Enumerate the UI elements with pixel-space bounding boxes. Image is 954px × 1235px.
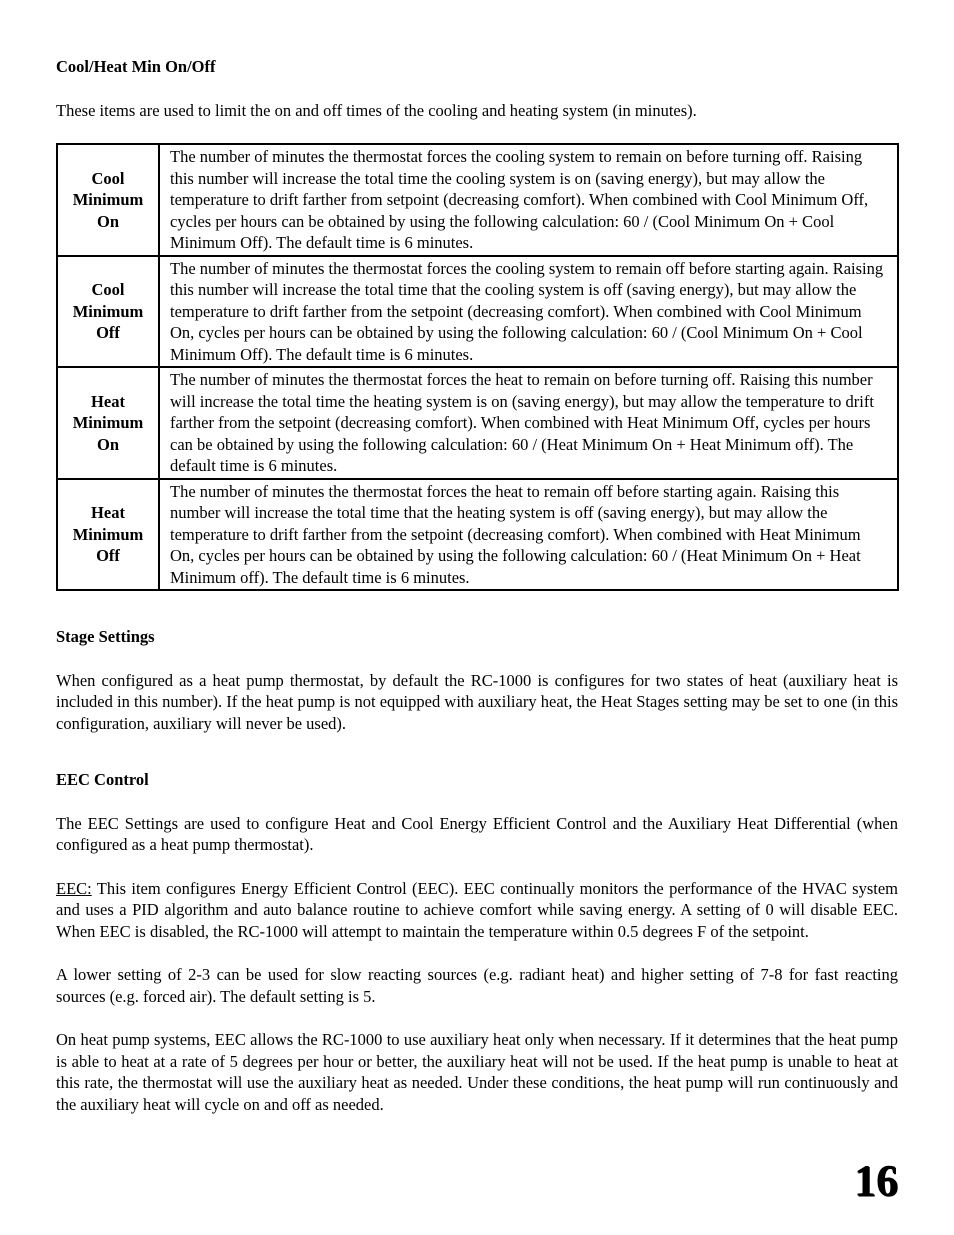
page-number: 16 [854, 1156, 898, 1205]
section-heading-eec-control: EEC Control [56, 770, 149, 789]
eec-paragraph [56, 878, 898, 943]
eec-heat-pump: On heat pump systems, EEC allows the RC-1000 to use auxiliary heat only when necessary. If it determines that the heat pump is able to heat at a rate of 5 degrees per hour or better, the auxiliary heat will not be used. If the heat pump is unable to heat at this rate, the thermostat will use the auxiliary heat as needed. Under these conditions, the heat pump will run continuously and the auxiliary heat will cycle on and off as needed. [56, 1030, 898, 1114]
section-heading-stage-settings: Stage Settings [56, 627, 155, 646]
eec-body: This item configures Energy Efficient Control (EEC). EEC continually monitors the performance of the HVAC system and uses a PID algorithm and auto balance routine to achieve comfort while saving energy. A setting of 0 will disable EEC. When EEC is disabled, the RC-1000 will attempt to maintain the temperature within 0.5 degrees F of the setpoint. [56, 878, 898, 941]
table-row [57, 367, 898, 479]
row-description: The number of minutes the thermostat forces the heat to remain off before starting again. Raising this number will increase the total time that the heating system is off (saving energy), but may allow the temperature to drift farther from the setpoint (decreasing comfort). When combined with Heat Minimum On, cycles per hours can be obtained by using the following calculation: 60 / (Heat Minimum On + Heat Minimum off). The default time is 6 minutes. [159, 479, 898, 591]
row-description: The number of minutes the thermostat forces the heat to remain on before turning off. Raising this number will increase the total time the heating system is on (saving energy), but may allow the temperature to drift farther from the setpoint (decreasing comfort). When combined with Heat Minimum Off, cycles per hours can be obtained by using the following calculation: 60 / (Heat Minimum On + Heat Minimum off). The default time is 6 minutes. [159, 367, 898, 479]
table-row [57, 144, 898, 256]
cool-heat-intro: These items are used to limit the on and off times of the cooling and heating system (in minutes). [56, 100, 697, 120]
row-label: Heat Minimum Off [57, 479, 159, 591]
table-row [57, 479, 898, 591]
eec-lower-setting: A lower setting of 2-3 can be used for slow reacting sources (e.g. radiant heat) and higher setting of 7-8 for fast reacting sources (e.g. forced air). The default setting is 5. [56, 965, 898, 1006]
row-description: The number of minutes the thermostat forces the cooling system to remain on before turning off. Raising this number will increase the total time the cooling system is on (saving energy), but may allow the temperature to drift farther from setpoint (decreasing comfort). When combined with Cool Minimum Off, cycles per hours can be obtained by using the following calculation: 60 / (Cool Minimum On + Cool Minimum Off). The default time is 6 minutes. [159, 144, 898, 256]
eec-label: EEC: [56, 878, 92, 898]
table-row [57, 256, 898, 368]
stage-settings-body: When configured as a heat pump thermostat, by default the RC-1000 is configures for two states of heat (auxiliary heat is included in this number). If the heat pump is not equipped with auxiliary heat, the Heat Stages setting may be set to one (in this configuration, auxiliary will never be used). [56, 670, 898, 733]
section-heading-cool-heat-min: Cool/Heat Min On/Off [56, 57, 216, 76]
min-on-off-table [56, 143, 899, 591]
eec-intro: The EEC Settings are used to configure Heat and Cool Energy Efficient Control and the Auxiliary Heat Differential (when configured as a heat pump thermostat). [56, 813, 898, 854]
document-page [56, 56, 898, 1115]
row-label: Cool Minimum Off [57, 256, 159, 368]
row-description: The number of minutes the thermostat forces the cooling system to remain off before starting again. Raising this number will increase the total time that the cooling system is off (saving energy), but may allow the temperature to drift farther from the setpoint (decreasing comfort). When combined with Cool Minimum On, cycles per hours can be obtained by using the following calculation: 60 / (Cool Minimum On + Cool Minimum Off). The default time is 6 minutes. [159, 256, 898, 368]
row-label: Heat Minimum On [57, 367, 159, 479]
row-label: Cool Minimum On [57, 144, 159, 256]
